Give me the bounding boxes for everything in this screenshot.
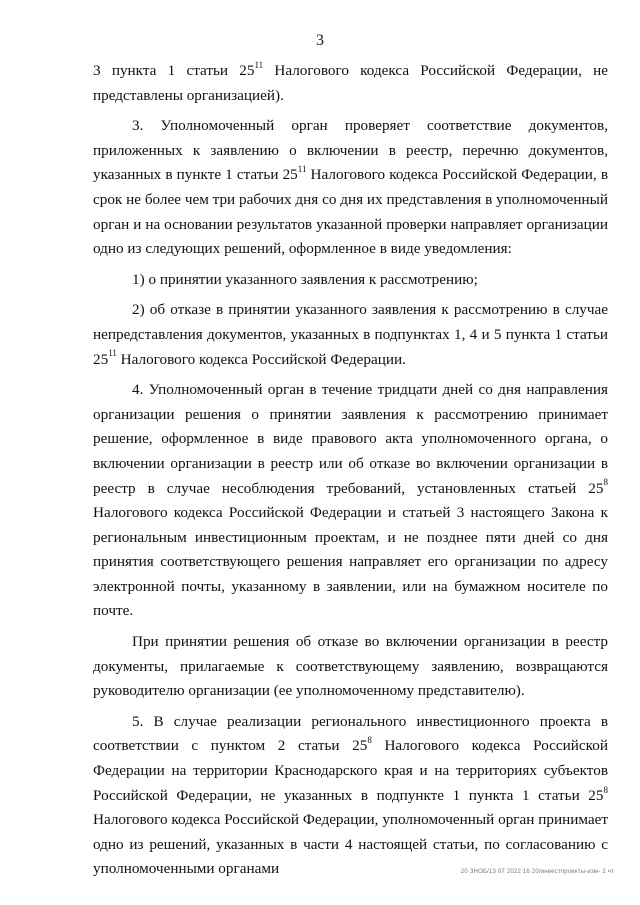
superscript-article-index: 11: [254, 59, 264, 70]
paragraph-text-segment: При принятии решения об отказе во включении организации в реестр документы, прилагаемые к соответствующему заявлению, возвращаются руководителю организации (ее уполномоченному представителю).: [93, 633, 608, 700]
paragraph-p4: [93, 378, 608, 624]
paragraph-text-segment: 3. Уполномоченный орган проверяет соответствие документов, приложенных к заявлению о включении в реестр, перечню документов, указанных в пункте 1 статьи 25: [93, 117, 608, 184]
paragraph-text-segment: 2) об отказе в принятии указанного заявления к рассмотрению в случае непредставления документов, указанных в подпунктах 1, 4 и 5 пункта 1 статьи 25: [93, 301, 608, 368]
paragraph-p2: [93, 268, 608, 293]
paragraph-p1: [93, 114, 608, 262]
paragraph-text-segment: 5. В случае реализации регионального инвестиционного проекта в соответствии с пунктом 2 статьи 25: [93, 712, 608, 755]
paragraph-text-segment: Налогового кодекса Российской Федерации и статьей 3 настоящего Закона к региональным инвестиционным проектам, и не позднее пяти дней со дня принятия соответствующего решения направляет его организации по адресу электронной почты, указанному в заявлении, или на бумажном носителе по почте.: [93, 504, 608, 620]
paragraph-text-segment: Налогового кодекса Российской Федерации, уполномоченный орган принимает одно из решений, указанных в части 4 настоящей статьи, по согласованию с уполномоченными органами: [93, 811, 608, 878]
superscript-article-index: 11: [297, 164, 307, 175]
superscript-article-index: 8: [603, 477, 608, 488]
paragraph-text-segment: Налогового кодекса Российской Федерации, не представлены организацией).: [93, 62, 608, 104]
paragraph-text-segment: Налогового кодекса Российской Федерации, в срок не более чем три рабочих дня со дня их представления в уполномоченный орган и на основании результатов указанной проверки направляет организации одно из следующих решений, оформленное в виде уведомления:: [93, 166, 608, 258]
footer-file-note: 20 ЗНОБ/13 07 2022 16 20/инвестпроекты-изм- 2 чт: [460, 869, 614, 875]
superscript-article-index: 8: [603, 784, 608, 795]
paragraph-text-segment: 4. Уполномоченный орган в течение тридцати дней со дня направления организации решения о принятии заявления к рассмотрению принимает решение, оформленное в виде правового акта уполномоченного органа, о включении организации в реестр или об отказе во включении организации в реестр в случае несоблюдения требований, установленных статьей 25: [93, 381, 608, 497]
superscript-article-index: 8: [367, 735, 372, 746]
superscript-article-index: 11: [108, 348, 117, 359]
page-number: 3: [316, 32, 324, 49]
paragraph-p3: [93, 298, 608, 372]
paragraph-p0: [93, 59, 608, 108]
paragraph-p6: [93, 710, 608, 882]
paragraph-text-segment: 3 пункта 1 статьи 25: [93, 62, 255, 79]
document-body: [93, 59, 608, 888]
paragraph-text-segment: Налогового кодекса Российской Федерации.: [116, 350, 406, 368]
paragraph-text-segment: Налогового кодекса Российской Федерации на территории Краснодарского края и на территориях субъектов Российской Федерации, не указанных в подпункте 1 пункта 1 статьи 25: [93, 737, 608, 804]
paragraph-p5: [93, 630, 608, 704]
paragraph-text-segment: 1) о принятии указанного заявления к рассмотрению;: [132, 270, 478, 288]
